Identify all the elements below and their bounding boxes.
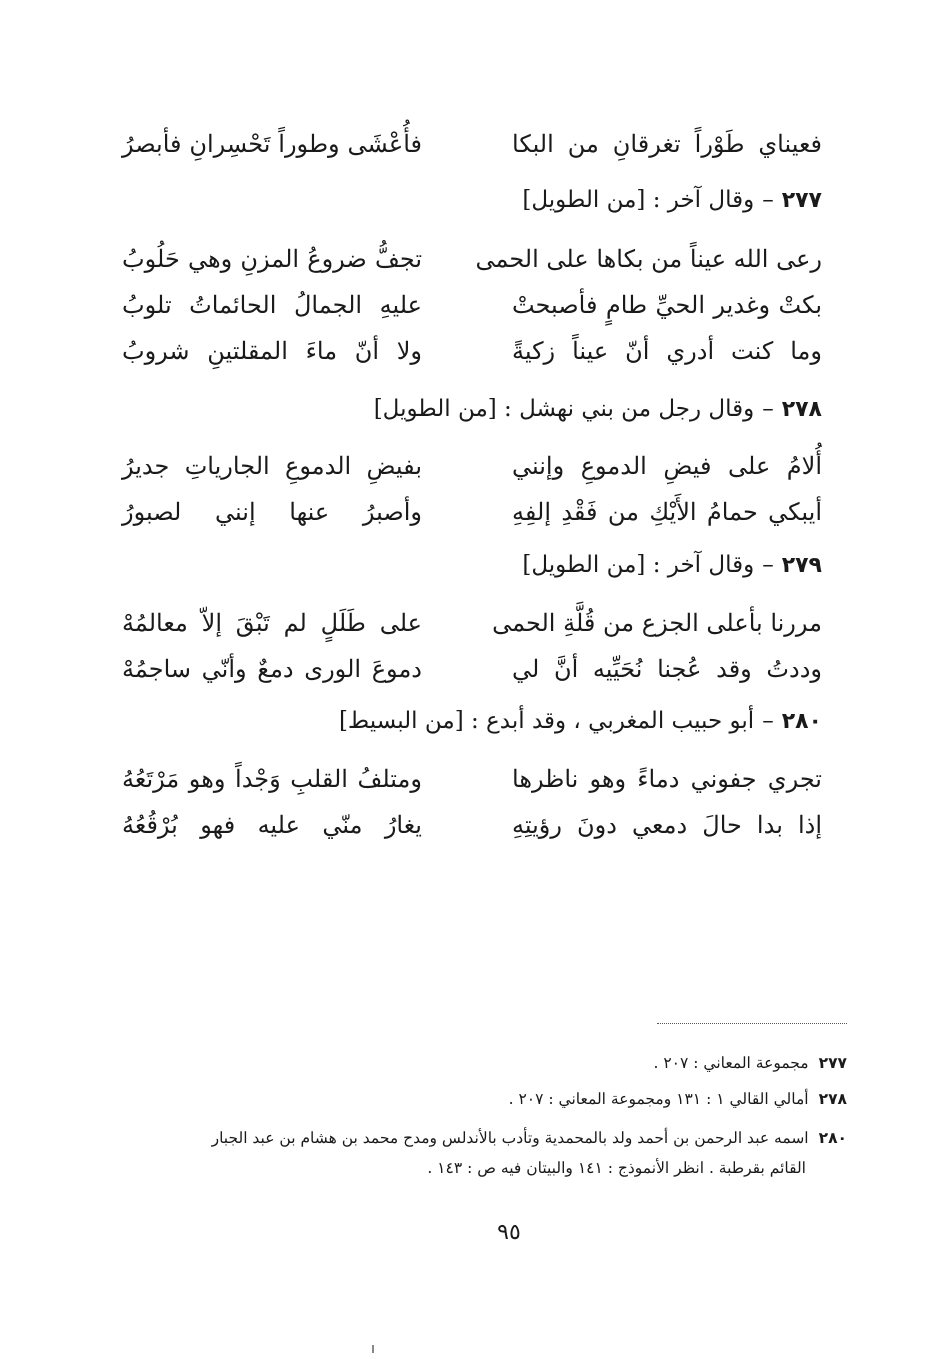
footnote-number: ٢٧٧: [818, 1054, 847, 1072]
verse-second-hemistich: فأُعْشَى وطوراً تَحْسِرانِ فأبصرُ: [122, 130, 422, 158]
verse-second-hemistich: ومتلفُ القلبِ وَجْداً وهو مَرْتَعُهُ: [122, 765, 422, 793]
footnote-text: أمالي القالي ١ : ١٣١ ومجموعة المعاني : ٢٠٧ .: [508, 1090, 809, 1108]
verse-second-hemistich: عليهِ الجمالُ الحائماتُ تلوبُ: [122, 291, 422, 319]
heading-dash: –: [762, 187, 774, 213]
footnote: [147, 1124, 847, 1152]
verse-line: [122, 282, 822, 328]
verse-first-hemistich: إذا بدا حالَ دمعي دونَ رؤيتِهِ: [512, 811, 822, 839]
verse-first-hemistich: مررنا بأعلى الجزع من قُلَّةِ الحمى: [492, 609, 822, 637]
footnote: [167, 1085, 847, 1113]
footnote-text: مجموعة المعاني : ٢٠٧ .: [653, 1054, 809, 1072]
verse-first-hemistich: أيبكي حمامُ الأَيْكِ من فَقْدِ إلفِهِ: [512, 498, 822, 526]
poem-number: ٢٨٠: [781, 709, 822, 734]
verse-first-hemistich: رعى الله عيناً من بكاها على الحمى: [475, 245, 822, 273]
verse-second-hemistich: وأصبرُ عنها إنني لصبورُ: [122, 498, 422, 526]
poem-number: ٢٧٧: [781, 188, 822, 213]
verse-line: [122, 328, 822, 374]
footnote-separator: [657, 1023, 847, 1024]
verse-first-hemistich: وددتُ وقد عُجنا نُحَيِّيه أنَّ لي: [512, 655, 822, 683]
verse-line: [122, 802, 822, 848]
verse-second-hemistich: دموعَ الورى دمعٌ وأنّي ساجمُهْ: [122, 655, 422, 683]
verse-line: [122, 443, 822, 489]
verse-second-hemistich: على طَلَلٍ لم تَبْقَ إلاّ معالمُهْ: [122, 609, 422, 637]
verse-line: [122, 646, 822, 692]
verse-second-hemistich: ولا أنّ ماءَ المقلتينِ شروبُ: [122, 337, 422, 365]
heading-dash: –: [762, 552, 774, 578]
poem-number: ٢٧٨: [781, 397, 822, 422]
poem-number: ٢٧٩: [781, 553, 822, 578]
verse-first-hemistich: بكتْ وغدير الحيِّ طامٍ فأصبحتْ: [512, 291, 822, 319]
verse-second-hemistich: بفيضِ الدموعِ الجارياتِ جديرُ: [122, 452, 422, 480]
verse-line: [122, 756, 822, 802]
verse-first-hemistich: فعيناي طَوْراً تغرقانِ من البكا: [512, 130, 822, 158]
verse-first-hemistich: تجري جفوني دماءً وهو ناظرها: [512, 765, 822, 793]
verse-first-hemistich: وما كنت أدري أنّ عيناً زكيةً: [512, 337, 822, 365]
verse-second-hemistich: تجفُّ ضروعُ المزنِ وهي حَلُوبُ: [122, 245, 422, 273]
poem-heading-278: [122, 386, 822, 432]
verse-first-hemistich: أُلامُ على فيضِ الدموعِ وإنني: [512, 452, 822, 480]
page-number: ٩٥: [497, 1220, 521, 1245]
footnote-number: ٢٨٠: [818, 1129, 847, 1147]
verse-line: [122, 489, 822, 535]
footnote-text: اسمه عبد الرحمن بن أحمد ولد بالمحمدية وتأدب بالأندلس ومدح محمد بن هشام بن عبد الجبار: [211, 1129, 809, 1147]
poem-heading-280: [122, 698, 822, 744]
poem-heading-text: وقال رجل من بني نهشل : [من الطويل]: [373, 396, 755, 422]
verse-second-hemistich: يغارُ منّي عليه فهو بُرْقُعُهُ: [122, 811, 422, 839]
poem-heading-text: أبو حبيب المغربي ، وقد أبدع : [من البسيط]: [338, 708, 755, 734]
footnote: [167, 1049, 847, 1077]
verse-line: [122, 236, 822, 282]
poem-heading-279: [122, 542, 822, 588]
heading-dash: –: [762, 708, 774, 734]
footnote-number: ٢٧٨: [818, 1090, 847, 1108]
scan-mark: [372, 1345, 374, 1353]
verse-line: [122, 600, 822, 646]
poem-heading-text: وقال آخر : [من الطويل]: [522, 187, 755, 213]
poem-heading-277: [122, 177, 822, 223]
heading-dash: –: [762, 396, 774, 422]
poem-heading-text: وقال آخر : [من الطويل]: [522, 552, 755, 578]
footnote-continuation: القائم بقرطبة . انظر الأنموذج : ١٤١ والبيتان فيه ص : ١٤٣ .: [427, 1159, 806, 1177]
verse-line: [122, 121, 822, 167]
